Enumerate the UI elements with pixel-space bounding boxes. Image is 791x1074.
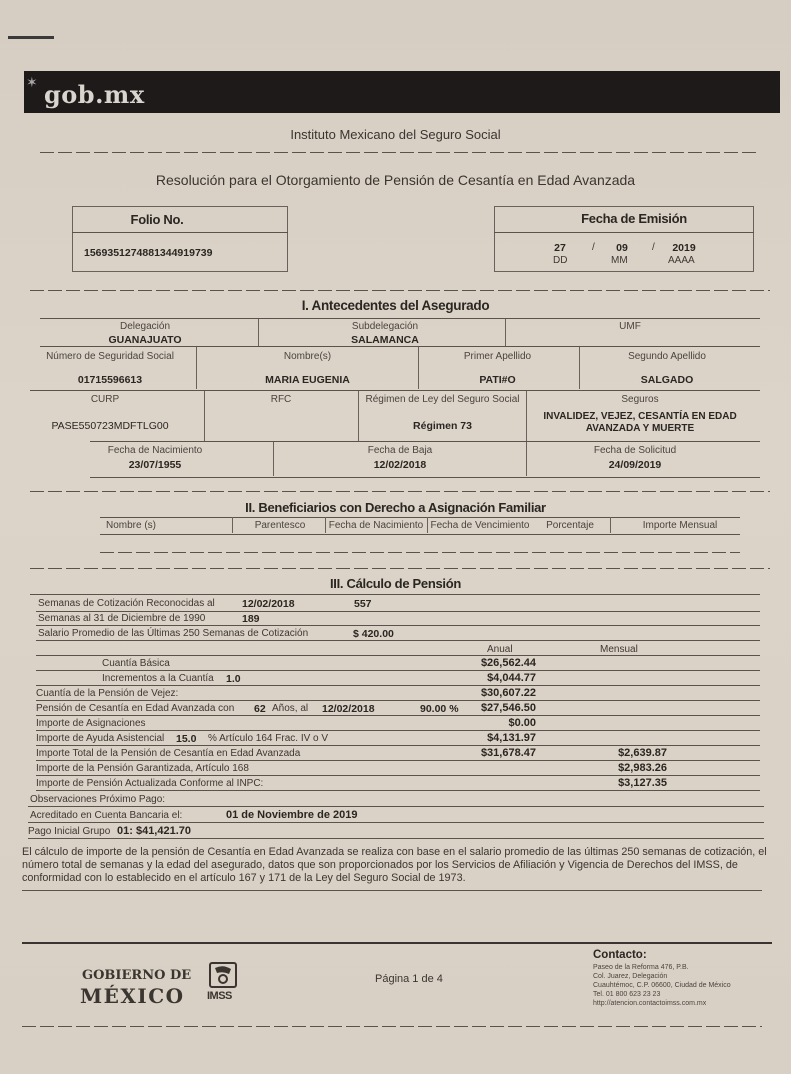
contact-line: Col. Juarez, Delegación <box>593 973 668 980</box>
salario-promedio-label: Salario Promedio de las Últimas 250 Semanas de Cotización <box>38 628 309 639</box>
date-separator: / <box>652 242 655 253</box>
divider <box>258 319 259 346</box>
rfc-label: RFC <box>270 394 292 405</box>
fecha-baja-value: 12/02/2018 <box>373 459 427 471</box>
divider <box>22 890 762 891</box>
divider <box>36 730 760 731</box>
cuantia-vejez-anual: $30,607.22 <box>480 687 536 699</box>
subdelegacion-label: Subdelegación <box>351 321 419 332</box>
section-3-title: III. Cálculo de Pensión <box>329 576 462 591</box>
col-mensual-header: Mensual <box>600 644 638 655</box>
year-label: AAAA <box>668 255 695 266</box>
divider <box>36 775 760 776</box>
divider <box>40 318 760 319</box>
contact-title: Contacto: <box>593 949 647 961</box>
col-importe-mensual: Importe Mensual <box>642 520 718 531</box>
nss-value: 01715596613 <box>77 374 143 386</box>
delegacion-value: GUANAJUATO <box>108 334 182 346</box>
divider <box>36 670 760 671</box>
semanas-reconocidas-value: 557 <box>354 598 372 610</box>
emision-year: 2019 <box>672 242 696 254</box>
imss-logo-text: IMSS <box>207 990 232 1002</box>
subdelegacion-value: SALAMANCA <box>351 334 419 346</box>
col-nombre: Nombre (s) <box>106 520 157 531</box>
pago-inicial-value: 01: $41,421.70 <box>117 825 192 837</box>
fecha-baja-label: Fecha de Baja <box>367 445 433 456</box>
pension-cesantia-date: 12/02/2018 <box>322 703 375 715</box>
asignaciones-anual: $0.00 <box>508 717 536 729</box>
acreditado-value: 01 de Noviembre de 2019 <box>226 809 358 821</box>
contact-line: Paseo de la Reforma 476, P.B. <box>593 964 689 971</box>
page-number: Página 1 de 4 <box>375 973 443 985</box>
acreditado-label: Acreditado en Cuenta Bancaria el: <box>30 810 183 821</box>
emision-month: 09 <box>616 242 628 254</box>
divider <box>90 441 760 442</box>
importe-total-label: Importe Total de la Pensión de Cesantía en Edad Avanzada <box>36 748 301 759</box>
divider <box>30 390 760 391</box>
divider <box>494 232 754 233</box>
gob-mx-logo: gob.mx <box>44 80 145 109</box>
fecha-nacimiento-label: Fecha de Nacimiento <box>107 445 203 456</box>
incrementos-factor: 1.0 <box>226 673 241 685</box>
seguros-value: AVANZADA Y MUERTE <box>585 423 695 434</box>
importe-total-anual: $31,678.47 <box>480 747 536 759</box>
divider <box>526 442 527 476</box>
observaciones-label: Observaciones Próximo Pago: <box>30 794 166 805</box>
divider <box>36 700 760 701</box>
divider <box>418 347 419 389</box>
divider <box>30 290 770 291</box>
divider <box>36 745 760 746</box>
curp-value: PASE550723MDFTLG00 <box>51 420 169 432</box>
umf-label: UMF <box>619 321 641 332</box>
pension-garantizada-mensual: $2,983.26 <box>618 762 667 774</box>
day-label: DD <box>553 255 568 266</box>
divider <box>505 319 506 346</box>
divider <box>579 347 580 389</box>
gobierno-logo-line2: MÉXICO <box>80 984 185 1008</box>
primer-apellido-label: Primer Apellido <box>463 351 532 362</box>
col-anual-header: Anual <box>487 644 513 655</box>
regimen-value: Régimen 73 <box>413 420 472 432</box>
segundo-apellido-value: SALGADO <box>640 374 694 386</box>
divider <box>36 715 760 716</box>
divider <box>90 477 760 478</box>
pension-garantizada-label: Importe de la Pensión Garantizada, Artículo 168 <box>36 763 249 774</box>
nombre-label: Nombre(s) <box>283 351 332 362</box>
semanas-1990-value: 189 <box>242 613 260 625</box>
divider <box>100 534 740 535</box>
regimen-label: Régimen de Ley del Seguro Social <box>365 394 520 405</box>
asignaciones-label: Importe de Asignaciones <box>36 718 146 729</box>
nombre-value: MARIA EUGENIA <box>265 374 350 386</box>
fecha-emision-label: Fecha de Emisión <box>581 211 687 226</box>
seguros-label: Seguros <box>621 394 659 405</box>
divider <box>36 611 760 612</box>
divider <box>526 391 527 441</box>
col-fecha-nacimiento: Fecha de Nacimiento <box>328 520 424 531</box>
divider <box>40 152 760 153</box>
nss-label: Número de Seguridad Social <box>46 351 174 362</box>
section-2-title: II. Beneficiarios con Derecho a Asignación Familiar <box>245 500 546 515</box>
pension-inpc-mensual: $3,127.35 <box>618 777 667 789</box>
month-label: MM <box>611 255 628 266</box>
divider <box>28 806 764 807</box>
pension-cesantia-label: Pensión de Cesantía en Edad Avanzada con <box>36 703 235 714</box>
divider <box>30 568 770 569</box>
emision-day: 27 <box>554 242 566 254</box>
folio-value: 1569351274881344919739 <box>84 247 213 259</box>
document-title: Resolución para el Otorgamiento de Pensión de Cesantía en Edad Avanzada <box>155 172 636 188</box>
ayuda-asistencial-label: Importe de Ayuda Asistencial <box>36 733 165 744</box>
cuantia-basica-anual: $26,562.44 <box>480 657 536 669</box>
cuantia-basica-label: Cuantía Básica <box>102 658 170 669</box>
col-parentesco: Parentesco <box>254 520 306 531</box>
fecha-solicitud-value: 24/09/2019 <box>608 459 662 471</box>
semanas-1990-label: Semanas al 31 de Diciembre de 1990 <box>38 613 206 624</box>
segundo-apellido-label: Segundo Apellido <box>628 351 706 362</box>
divider <box>72 232 288 233</box>
contact-line: Tel. 01 800 623 23 23 <box>593 991 661 998</box>
divider <box>30 594 760 595</box>
curp-label: CURP <box>90 394 120 405</box>
divider <box>36 625 760 626</box>
pension-inpc-label: Importe de Pensión Actualizada Conforme al INPC: <box>36 778 264 789</box>
section-1-title: I. Antecedentes del Asegurado <box>301 298 490 313</box>
contact-line: Cuauhtémoc, C.P. 06600, Ciudad de México <box>593 982 731 989</box>
divider <box>22 1026 762 1027</box>
divider <box>196 347 197 389</box>
divider <box>40 346 760 347</box>
primer-apellido-value: PATI#O <box>479 374 516 386</box>
divider <box>100 552 740 553</box>
divider <box>358 391 359 441</box>
folio-label: Folio No. <box>130 212 184 227</box>
divider <box>36 760 760 761</box>
ayuda-asistencial-article: % Artículo 164 Frac. IV o V <box>208 733 329 744</box>
cuantia-vejez-label: Cuantía de la Pensión de Vejez: <box>36 688 179 699</box>
fecha-solicitud-label: Fecha de Solicitud <box>593 445 677 456</box>
divider <box>36 790 760 791</box>
divider <box>36 640 760 641</box>
importe-total-mensual: $2,639.87 <box>618 747 667 759</box>
col-porcentaje: Porcentaje <box>546 520 594 531</box>
pension-cesantia-anual: $27,546.50 <box>480 702 536 714</box>
seguros-value: INVALIDEZ, VEJEZ, CESANTÍA EN EDAD <box>543 411 737 422</box>
imss-emblem-icon <box>209 962 237 988</box>
divider <box>30 491 770 492</box>
anos-label: Años, al <box>272 703 309 714</box>
pension-cesantia-edad: 62 <box>254 703 266 715</box>
divider <box>232 517 233 533</box>
institution-name: Instituto Mexicano del Seguro Social <box>290 127 501 142</box>
eagle-icon: ✶ <box>26 74 38 90</box>
divider <box>36 655 760 656</box>
divider <box>28 838 764 839</box>
semanas-reconocidas-date: 12/02/2018 <box>242 598 295 610</box>
delegacion-label: Delegación <box>119 321 171 332</box>
date-separator: / <box>592 242 595 253</box>
scan-mark <box>8 36 54 39</box>
ayuda-asistencial-pct: 15.0 <box>176 733 197 745</box>
ayuda-asistencial-anual: $4,131.97 <box>487 732 536 744</box>
pago-inicial-label: Pago Inicial Grupo <box>28 826 111 837</box>
divider <box>610 517 611 533</box>
salario-promedio-value: $ 420.00 <box>353 628 394 640</box>
pension-cesantia-pct: 90.00 % <box>420 703 459 715</box>
semanas-reconocidas-label: Semanas de Cotización Reconocidas al <box>38 598 215 609</box>
incrementos-label: Incrementos a la Cuantía <box>102 673 214 684</box>
legal-note: El cálculo de importe de la pensión de Cesantía en Edad Avanzada se realiza con base en el salario promedio de las últimas 250 semanas de cotización, el número total de semanas y la edad del asegurado, datos que son proporcionados por los Servicios de Afiliación y Vigencia de Derechos del IMSS, de conformidad con lo establecido en el artículo 167 y 171 de la Ley del Seguro Social de 1973. <box>22 846 767 884</box>
divider <box>28 822 764 823</box>
incrementos-anual: $4,044.77 <box>487 672 536 684</box>
gobierno-logo-line1: GOBIERNO DE <box>82 968 192 983</box>
contact-link[interactable]: http://atencion.contactoimss.com.mx <box>593 1000 707 1007</box>
footer-divider <box>22 942 772 944</box>
col-fecha-vencimiento: Fecha de Vencimiento <box>430 520 530 531</box>
divider <box>273 442 274 476</box>
fecha-nacimiento-value: 23/07/1955 <box>128 459 182 471</box>
divider <box>36 685 760 686</box>
divider <box>204 391 205 441</box>
divider <box>100 517 740 518</box>
